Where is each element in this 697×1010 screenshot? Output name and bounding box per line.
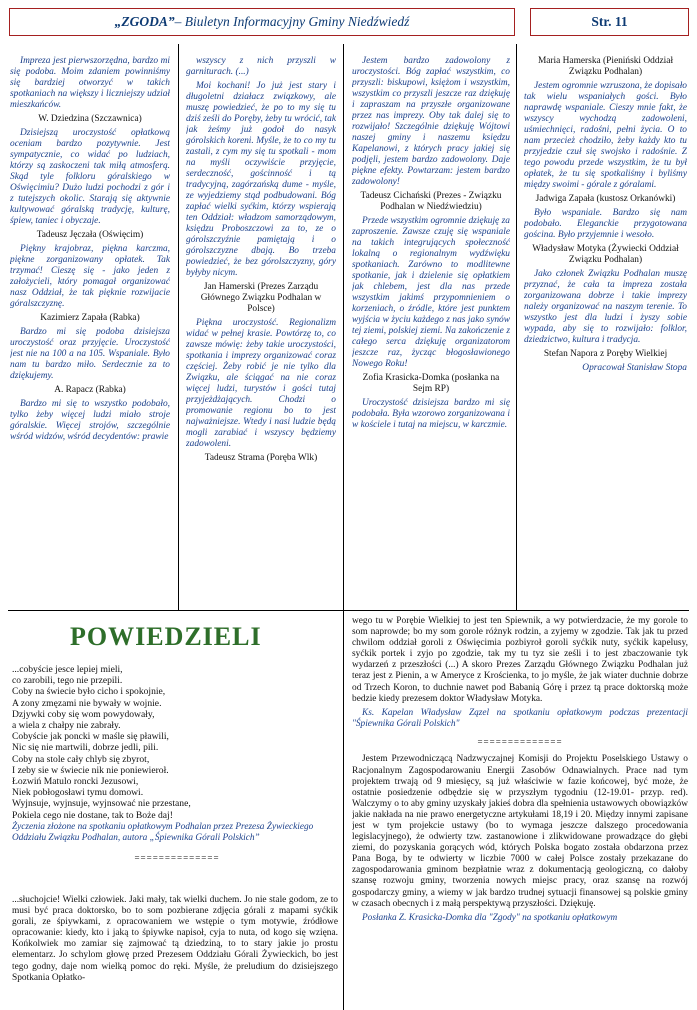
column-1 — [10, 56, 170, 608]
column-divider — [178, 44, 179, 610]
poem-line: ...cobyście jesce lepiej mieli, — [12, 664, 123, 675]
quote-author: Tadeusz Strama (Poręba Wlk) — [204, 453, 318, 463]
speech-caption: Ks. Kapelan Władysław Zązel na spotkaniu opłatkowym podczas prezentacji "Śpiewnika Górali Polskich" — [352, 707, 688, 729]
quote-author: A. Rapacz (Rabka) — [54, 385, 126, 395]
bulletin-title-box — [9, 8, 515, 36]
poem-block — [12, 664, 342, 865]
quote-text: Bardzo mi się to wszystko podobało, tylko żeby więcej ludzi miało stroje góralskie. Więcej strojów, szczególnie wśród widzów, wśród decydentów: prawie — [10, 399, 170, 442]
quote-author: Zofia Krasicka-Domka (posłanka na Sejm RP) — [362, 373, 500, 394]
separator: ============== — [134, 853, 220, 864]
quote-author: Jadwiga Zapała (kustosz Orkanówki) — [535, 194, 676, 204]
quote-text: Jestem ogromnie wzruszona, że dopisało tak wielu wspaniałych gości. Było naprawdę wspaniale. Cieszy mnie fakt, że wszyscy wychodzą zadowoleni, uśmiechnięci, radośni, pełni życia. O to nam przecież chodziło, żeby każdy kto tu przyjedzie czuł się swojsko i radośnie. Z tego powodu przede wszystkim, że tu był opłatek, że tu się spotkaliśmy i byliśmy między swoimi - górale z góralami. — [524, 81, 687, 190]
speech-text: wego tu w Porębie Wielkiej to jest ten Śpiewnik, a wy potwierdzacie, że my gorole to som naprowde; bo my som gorole różnyk rodzin, a zyjemy w zgodzie. Tak jak tu przed chwilom oddział goroli z Oświęcimia pozbiyroł goroli syćkik nuty, syćkik kapelusy, syćkik portek i zyjo po zgodzie, tak my tu tyz sie ześli i to jest zbaczowanie tyk wydarzeń z przeszłości (...) A skoro Prezes Zarządu Głównego Związku Podhalan już teraz jest z Pienin, a w Ameryce z Krościenka, to jo myśle, że jak wiater duchnie dobrze od Trzech Koron, to duchnie nawet pod Babanią Górę i przez tą prace doktorską może bedzie kiedy prezesem doktor Władysław Motyka. — [352, 616, 688, 704]
poem-line: Wyjnsuje, wyjnsuje, wyjnsować nie przestane, — [12, 798, 191, 810]
quote-text: Było wspaniale. Bardzo się nam podobało. Eleganckie przygotowana gościna. Było przyjemnie i wesoło. — [524, 208, 687, 240]
quote-author: Kazimierz Zapała (Rabka) — [40, 313, 140, 323]
bottom-left-text — [12, 895, 338, 1007]
quote-text: Jestem bardzo zadowolony z uroczystości. Bóg zapłać wszystkim, co przyszli: biskupowi, księżom i wszystkim, wszystkim co przyszli jeszcze raz dziękuję i zapraszam na przyszłe organizowane przez nas imprezy. Oby tak dalej się to rozwijało! Szczególnie dziękuję Wójtowi naszej gminy i naszemu księdzu Kapelanowi, z których pracy jakiej się podjęli, jestem bardzo zadowolony. Daje piękne efekty. Powtarzam: jestem bardzo zadowolony! — [352, 56, 510, 187]
quote-text: Piękna uroczystość. Regionalizm widać w pełnej krasie. Powtórzę to, co zawsze mówię: żeby takie uroczystości, spotkania i imprezy organizować coraz częściej. Żeby robić je nie tylko dla Związku, ale ściągać na nie coraz więcej ludzi, turystów i gości tutaj przyjeżdżających. Chodzi o promowanie regionu bo to jest najważniejsze. Wtedy i nasi ludzie będą mogli zarabiać i wszyscy będziemy zadowoleni. — [186, 318, 336, 449]
poem-line: Dzjywki coby się wom powydowały, — [12, 708, 155, 720]
poem-line: Pokiela cego nie dostane, tak to Boże daj! — [12, 809, 173, 821]
compiler-signature: Opracował Stanisław Stopa — [582, 363, 687, 373]
quote-text: Impreza jest pierwszorzędna, bardzo mi się podoba. Moim zdaniem powinniśmy się bardziej otworzyć w takich spotkaniach na większy i liczniejszy udział mieszkańców. — [10, 56, 170, 110]
bulletin-name: „ZGODA” — [114, 14, 175, 29]
column-2 — [186, 56, 336, 608]
quote-text: Moi kochani! Jo już jest stary i długoletni działacz związkowy, ale muszę powiedzieć, że po to my się tu dziś ześli do Poręby, żeby tu wrócić, tak jak żeśmy już godoł do nasyk górolskich koreni. Myśle, że to co my tu zastali, z cym my się tu spotkali - mom na myśli oczywiście przyjęcie, serdeczność, gościnność i tą tradycyjną, zagórzańską dume - myśle, ze wyjedziemy stąd podbudowani. Bóg zapłać wielki syćkim, którzy wspierają ten Oddział: władzom samorządowym, księdzu Proboszczowi za to, ze o górolszczyźnie pamiętają i o górolszczyzne dbają. Bo trzeba powiedzieć, że bez górolszczyzny, góry byłyby nicym. — [186, 81, 336, 278]
quote-author: Tadeusz Jęczała (Oświęcim) — [36, 230, 144, 240]
column-4 — [524, 56, 687, 608]
quote-author: Maria Hamerska (Pieniński Oddział Związku Podhalan) — [537, 56, 674, 77]
bottom-right-text — [352, 616, 688, 1008]
separator: ============== — [477, 737, 563, 748]
quote-author: Władysław Motyka (Żywiecki Oddział Związku Podhalan) — [532, 244, 679, 265]
column-divider — [343, 44, 344, 1010]
quote-author: Stefan Napora z Poręby Wielkiej — [543, 349, 668, 359]
quote-text: Jako członek Związku Podhalan muszę przyznać, że cała ta impreza została zorganizowana dobrze i takie imprezy należy organizować na naszym terenie. To wszystko jest dla ludzi i żyszy sobie wypada, aby się to rozwijało: folklor, dziedzictwo, kultura i tradycja. — [524, 269, 687, 345]
quote-text: Dzisiejszą uroczystość opłatkową oceniam bardzo pozytywnie. Jest sympatycznie, co widać po ludziach, którzy są zaskoczeni tak miłą atmosferą. Skąd tyle folkloru góralskiego w Oświęcimiu? Dużo ludzi pochodzi z gór i z tutejszych okolic. Starają się aktywnie kultywować góralską tradycję, kulturę, śpiew, taniec i obyczaje. — [10, 128, 170, 226]
bulletin-subtitle: – Biuletyn Informacyjny Gminy Niedźwiedź — [174, 14, 410, 29]
poem-line: A zony zmęzami nie bywały w wojnie. — [12, 697, 162, 709]
quote-text: Piękny krajobraz, piękna karczma, piękne zorganizowany opłatek. Tak trzymać! Cieszę się - jako jeden z założycieli, który pomagał organizować nasz Oddział, że tak pięknie rozwijacie góralszczyznę. — [10, 244, 170, 309]
quote-author: Tadeusz Cichański (Prezes - Związku Podhalan w Niedźwiedziu) — [360, 191, 502, 212]
section-divider — [8, 610, 689, 611]
poem-line: co zarobili, tego nie przepili. — [12, 675, 123, 687]
poem-line: Cobyście jak poncki w maśle się pławili, — [12, 731, 169, 743]
poem-line: Niek pobłogosławi tymu domowi. — [12, 787, 144, 799]
section-heading: POWIEDZIELI — [70, 622, 262, 651]
quote-author: Jan Hamerski (Prezes Zarządu Głównego Związku Podhalan w Polsce) — [200, 282, 322, 314]
poem-line: Nic się nie martwili, dobrze jedli, pili. — [12, 742, 159, 754]
quote-text: Bardzo mi się podoba dzisiejsza uroczystość oraz przyjęcie. Uroczystość jest nie na 100 a na 105. Wspaniale. Było nam tu bardzo miło. Serdecznie za to dziękujemy. — [10, 327, 170, 381]
speech-text: Jestem Przewodniczącą Nadzwyczajnej Komisji do Projektu Poselskiego Ustawy o Racjonalnym Zagospodarowaniu Energii Zasobów Odnawialnych. Prace nad tym projektem trwają od 9 miesięcy, są już właściwie w fazie końcowej, być może, że ostatnie posiedzenie odbędzie się w przyszłym tygodniu (12-19.01- przyp. red). Walczymy o to aby gminy uzyskały jakieś dobra dla spełnienia ustawowych obowiązków jakie nakłada na nie prawo energetyczne artykułami 18,19 i 20. Między innymi zapisane jest w tym projekcie ustawy (bo to wymaga jeszcze dalszego procedowania legislacyjnego), że odwierty tzw. zastanowione i zlikwidowane prowadzące do głębi ziemi, do pozyskania gorących wód, których Polska bogato została obdarzona przez Pana Boga, by te odwierty w liczbie 7000 w całej Polsce zostały przekazane do zagospodarowania gminom bezpłatnie wraz z dokumentacją geologiczną, co dałoby szansę rozwoju gminy, tworzenia nowych miejsc pracy, oraz szansę na rozwój gospodarczy gminy, a wiemy w jak bardzo trudnej sytuacji finansowej są polskie gminy w czasach obecnych i z małą perspektywą przyszłości. Dziękuję. — [352, 754, 688, 909]
speech-caption: Posłanka Z. Krasicka-Domka dla "Zgody" na spotkaniu opłatkowym — [362, 912, 618, 923]
poem-line: Coby na świecie było cicho i spokojnie, — [12, 686, 166, 698]
column-divider — [516, 44, 517, 610]
column-3 — [352, 56, 510, 608]
quote-author: W. Dziedzina (Szczawnica) — [38, 114, 142, 124]
poem-line: I zeby sie w świecie nik nie poniewieroł. — [12, 764, 169, 776]
poem-line: Łozwiń Matulo roncki Jezusowi, — [12, 776, 139, 788]
poem-line: a wiela z chałpy nie zabrały. — [12, 720, 121, 732]
poem-caption: Życzenia złożone na spotkaniu opłatkowym Podhalan przez Prezesa Żywieckiego Oddziału Związku Podhalan, autora „Śpiewnika Górali Polskich” — [12, 821, 314, 843]
quote-text: Przede wszystkim ogromnie dziękuję za zaproszenie. Zawsze czuję się wspaniale na takich integrujących społeczność lokalną o regionalnym wydźwięku spotkaniach. Zarówno to modlitewne spotkanie, jak i dzielenie się opłatkiem jak chlebem, jest dla nas przede wszystkim jakimś przypomnieniem o korzeniach, o źródle, które jest punktem wyjścia w życiu każdego z nas jako synów tej ziemi, polskiej ziemi. Na zakończenie z całego serca dziękuję organizatorom jeszcze raz, życząc błogosławionego Nowego Roku! — [352, 216, 510, 369]
speech-text: ...słuchojcie! Wielki człowiek. Jaki mały, tak wielki duchem. Jo nie stale godom, ze to musi być praca doktorsko, bo to som pozbierane zdjęcia górali z mapami syćkik gorali, ze śpiywkami, z opracowaniem we wstępie o tym motywie, źródłowe opracowanie: kiedy, kto i jaką to śpiywke napisoł, cyja to nuta, od kogo się wzięna. Końkolwiek mo zamiar się zajmować tą dziedziną, to to stary jakie jo prostu elementarz. Jo schylom głowę przed Prezesem Oddziału Górali Żywieckich, bo jest tego godny, daje nom wielką pomoc do ręki. Myśle, że preludium do dzisiejszego Spotkania Opłatko- — [12, 895, 338, 983]
page-number: Str. 11 — [530, 8, 689, 36]
poem-line: Coby na stole cały chlyb się zbyrot, — [12, 753, 150, 765]
quote-text: Uroczystość dzisiejsza bardzo mi się podobała. Była wzorowo zorganizowana i w kościele i tutaj na miejscu, w karczmie. — [352, 398, 510, 430]
quote-text: wszyscy z nich przyszli w garniturach. (...) — [186, 56, 336, 77]
